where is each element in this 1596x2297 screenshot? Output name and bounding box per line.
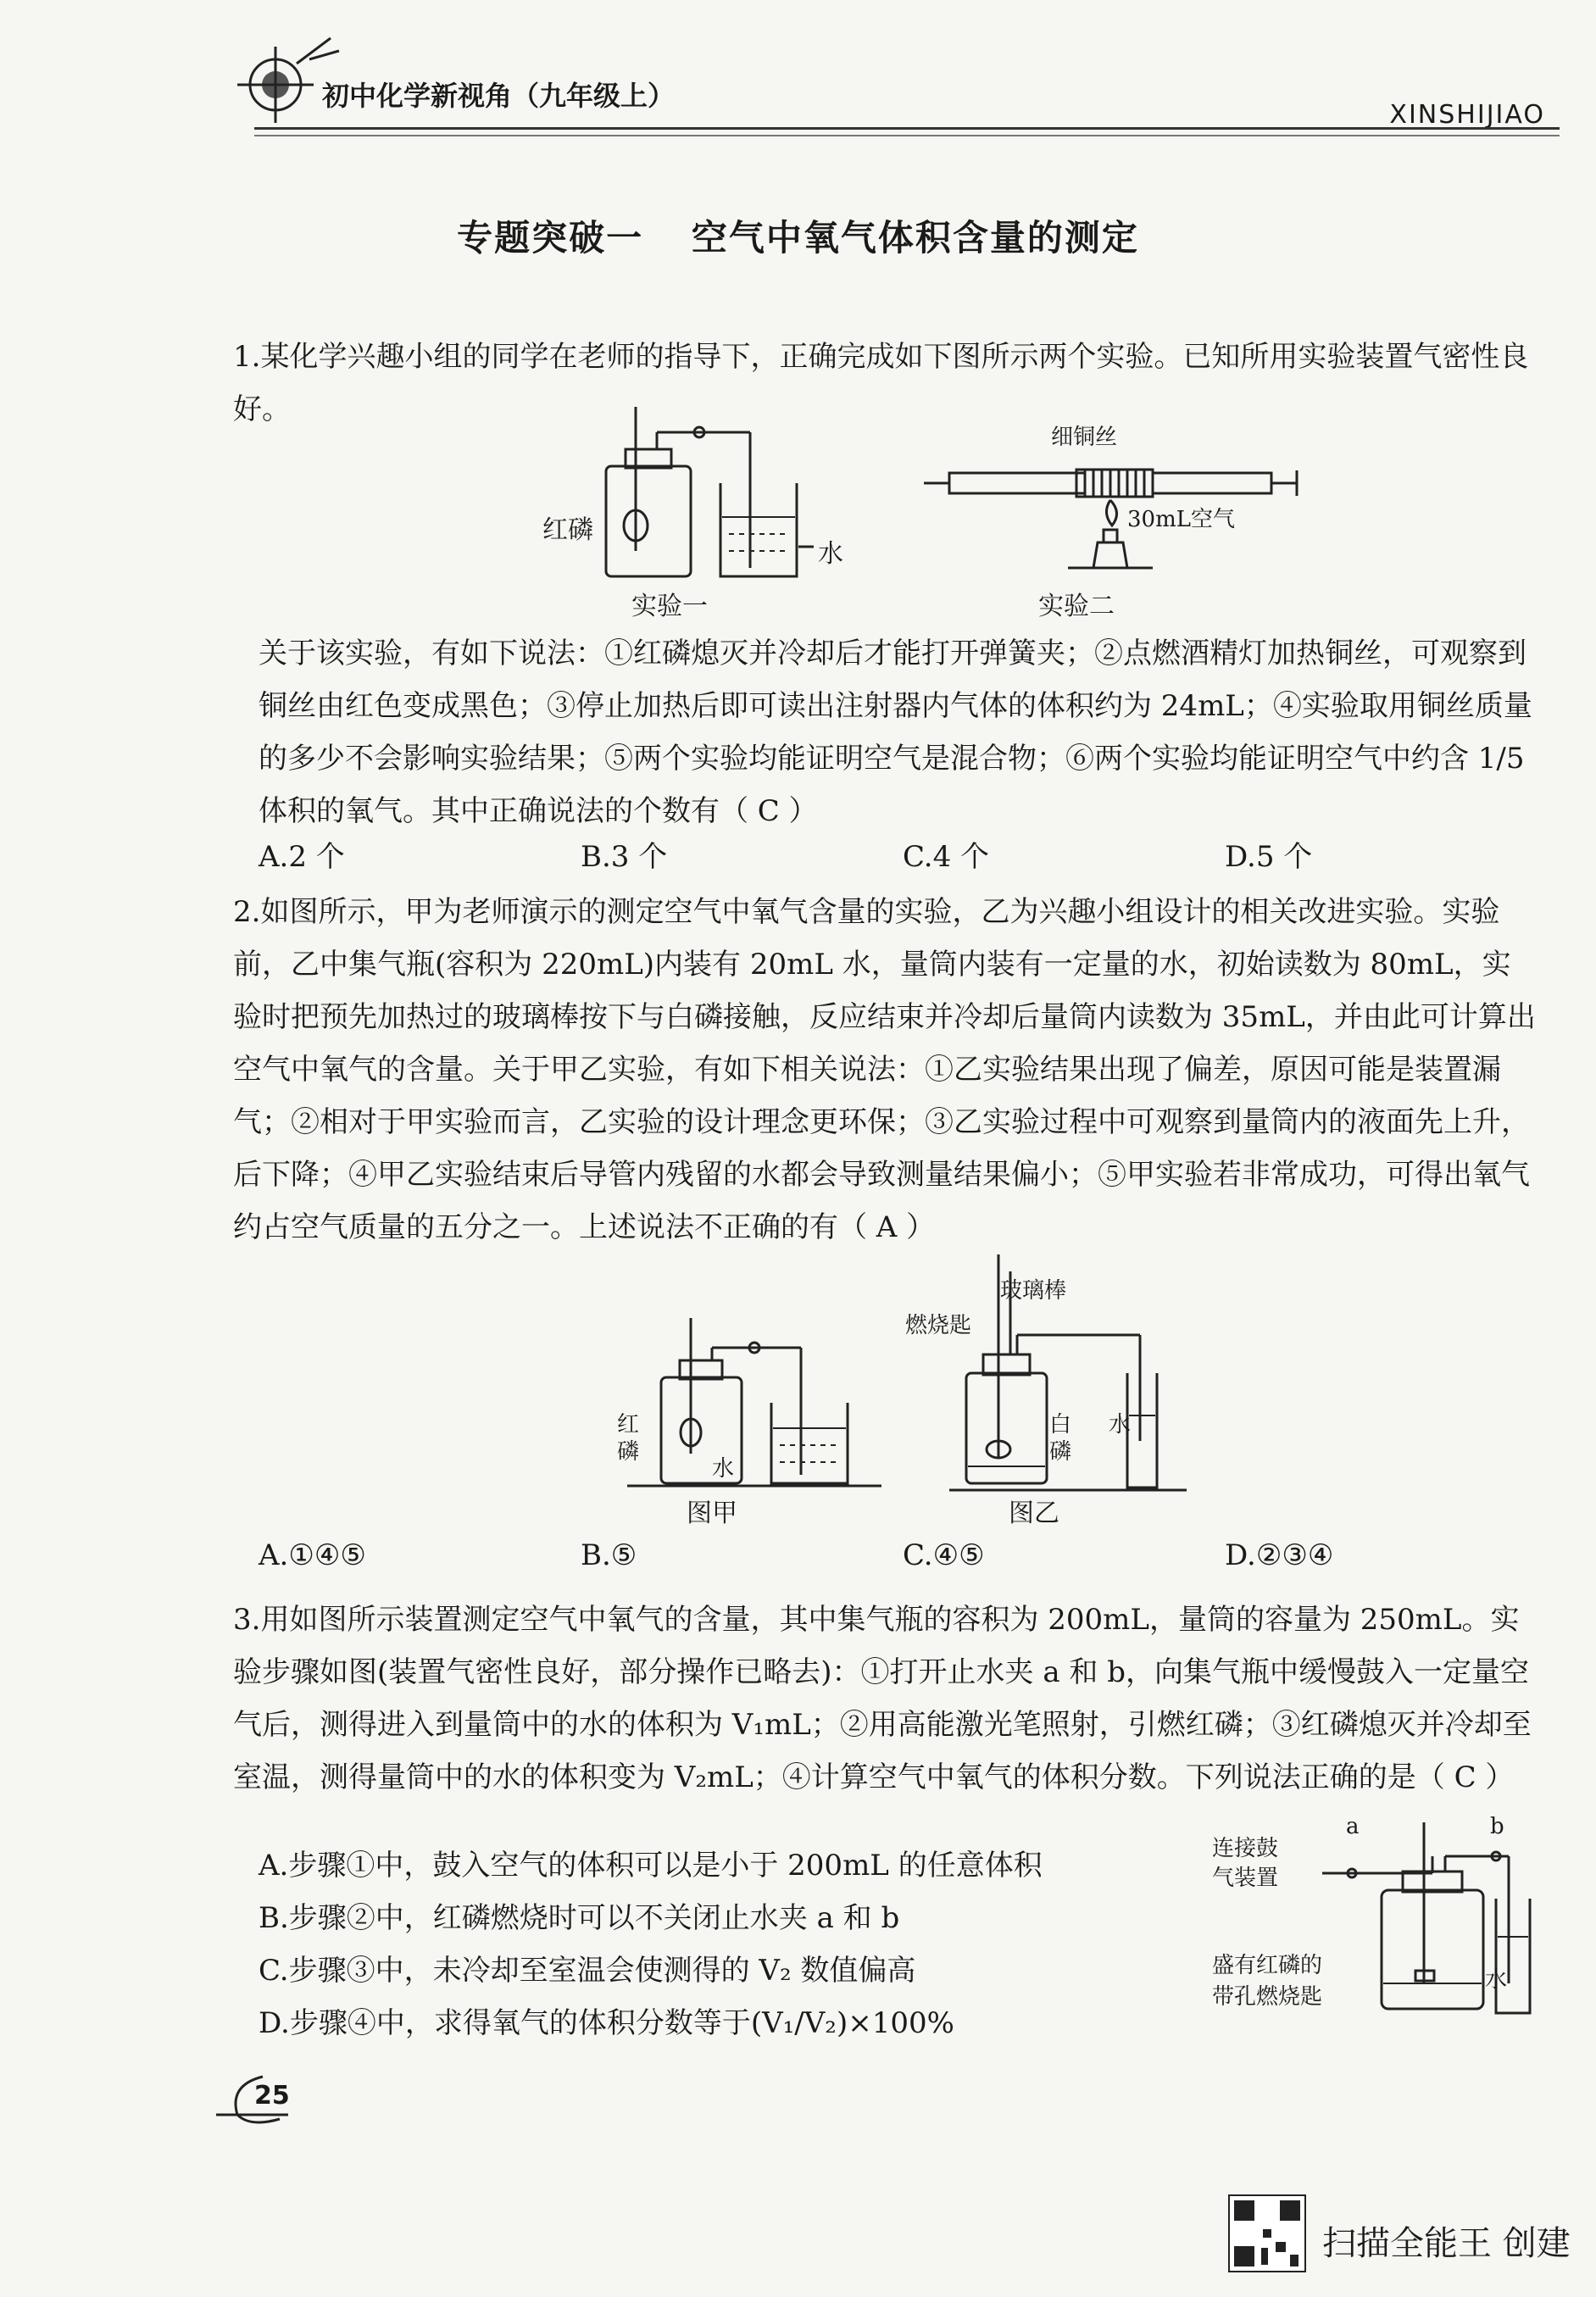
page-title [0, 210, 1596, 261]
q1-option-c: C.4 个 [903, 840, 990, 874]
q2-option-a: A.①④⑤ [259, 1538, 366, 1572]
question-1-body: 关于该实验，有如下说法：①红磷熄灭并冷却后才能打开弹簧夹；②点燃酒精灯加热铜丝，可观察到铜丝由红色变成黑色；③停止加热后即可读出注射器内气体的体积约为 24mL；④实验取用铜丝质量的多少不会影响实验结果；⑤两个实验均能证明空气是混合物；⑥两个实验均能证明空气中约含 1/5 体积的氧气。其中正确说法的个数有（ C ） [259, 637, 1532, 828]
q3-figure [1305, 1814, 1560, 2017]
q1-options [259, 833, 1530, 884]
question-3-stem: 3.用如图所示装置测定空气中氧气的含量，其中集气瓶的容积为 200mL，量筒的容量为 250mL。实验步骤如图(装置气密性良好，部分操作已略去)：①打开止水夹 a 和 b，向集气瓶中缓慢鼓入一定量空气后，测得进入到量筒中的水的体积为 V₁mL；②用高能激光笔照射，引燃红磷；③红磷熄灭并冷却至室温，测得量筒中的水的体积变为 V₂mL；④计算空气中氧气的体积分数。下列说法正确的是（ C ） [233, 1603, 1532, 1794]
q2-figure-jia [610, 1310, 898, 1504]
q1-option-d: D.5 个 [1225, 840, 1313, 874]
q1-fig2-wire-label: 细铜丝 [1051, 425, 1118, 450]
q2-jia-red-label: 红 [617, 1412, 640, 1438]
qr-code-icon [1229, 2195, 1305, 2272]
q1-fig1-water-label: 水 [818, 539, 843, 569]
q1-fig1-caption: 实验一 [631, 592, 708, 621]
title-topic: 专题突破一 [457, 217, 644, 259]
book-title: 初中化学新视角（九年级上） [322, 80, 676, 112]
q1-option-b: B.3 个 [581, 840, 668, 874]
q2-option-c: C.④⑤ [903, 1538, 985, 1572]
q3-fig-clamp-b-label: b [1490, 1814, 1504, 1839]
series-code: XINSHIJIAO [1389, 100, 1545, 130]
q3-options [259, 1839, 1106, 2050]
q1-option-a: A.2 个 [259, 840, 345, 874]
q1-fig2-caption: 实验二 [1038, 592, 1115, 621]
q3-option-c: C.步骤③中，未冷却至室温会使测得的 V₂ 数值偏高 [259, 1954, 916, 1988]
q3-fig-spoon-label-2: 带孔燃烧匙 [1212, 1984, 1323, 2010]
q2-jia-phosphorus-label: 磷 [617, 1439, 640, 1465]
q2-yi-white-label: 白 [1049, 1412, 1072, 1438]
q2-jia-water-label: 水 [712, 1456, 735, 1482]
q3-option-b: B.步骤②中，红磷燃烧时可以不关闭止水夹 a 和 b [259, 1901, 900, 1935]
q2-yi-phosphorus-label: 磷 [1049, 1439, 1072, 1465]
scanner-watermark: 扫描全能王 创建 [1322, 2224, 1571, 2263]
q1-fig1-red-phosphorus-label: 红磷 [542, 515, 593, 545]
q3-option-d: D.步骤④中，求得氧气的体积分数等于(V₁/V₂)×100% [259, 2006, 954, 2040]
q3-fig-connect-label-2: 气装置 [1212, 1866, 1279, 1891]
q2-yi-spoon-label: 燃烧匙 [905, 1313, 972, 1338]
question-2-stem: 2.如图所示，甲为老师演示的测定空气中氧气含量的实验，乙为兴趣小组设计的相关改进实验。实验前，乙中集气瓶(容积为 220mL)内装有 20mL 水，量筒内装有一定量的水，初始读数为 80mL，实验时把预先加热过的玻璃棒按下与白磷接触，反应结束并冷却后量筒内读数为 35mL，并由此可计算出空气中氧气的含量。关于甲乙实验，有如下相关说法：①乙实验结果出现了偏差，原因可能是装置漏气；②相对于甲实验而言，乙实验的设计理念更环保；③乙实验过程中可观察到量筒内的液面先上升，后下降；④甲乙实验结束后导管内残留的水都会导致测量结果偏小；⑤甲实验若非常成功，可得出氧气约占空气质量的五分之一。上述说法不正确的有（ A ） [233, 895, 1536, 1244]
q1-fig2-air-label: 30mL空气 [1127, 507, 1236, 532]
q3-option-a: A.步骤①中，鼓入空气的体积可以是小于 200mL 的任意体积 [259, 1849, 1043, 1883]
q3-fig-connect-label-1: 连接鼓 [1212, 1836, 1279, 1861]
q2-yi-water-label: 水 [1109, 1412, 1132, 1438]
q1-figure-1 [526, 398, 848, 593]
question-1-stem: 1.某化学兴趣小组的同学在老师的指导下，正确完成如下图所示两个实验。已知所用实验装置气密性良好。 [233, 340, 1529, 426]
q2-yi-rod-label: 玻璃棒 [1000, 1278, 1067, 1304]
q3-fig-spoon-label-1: 盛有红磷的 [1212, 1953, 1323, 1978]
q3-fig-water-label: 水 [1485, 1967, 1508, 1993]
q2-jia-caption: 图甲 [687, 1499, 737, 1528]
q2-options [259, 1538, 1530, 1589]
q1-figure-2 [915, 449, 1305, 593]
q2-option-d: D.②③④ [1225, 1538, 1334, 1572]
q2-yi-caption: 图乙 [1009, 1499, 1059, 1528]
q2-option-b: B.⑤ [581, 1538, 637, 1572]
title-subject: 空气中氧气体积含量的测定 [691, 217, 1139, 259]
q3-fig-clamp-a-label: a [1346, 1814, 1360, 1839]
page-number: 25 [254, 2081, 290, 2111]
header-rule [254, 127, 1560, 136]
q2-figure-yi [932, 1246, 1204, 1509]
